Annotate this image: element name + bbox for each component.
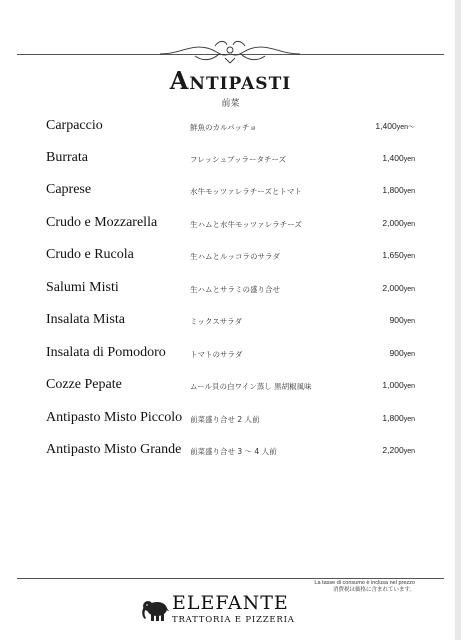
item-description: 生ハムとルッコラのサラダ — [190, 252, 280, 261]
menu-item — [0, 180, 461, 202]
item-price: 1,400yen〜 — [375, 121, 415, 131]
item-price: 1,800yen — [382, 413, 415, 423]
item-price: 2,000yen — [382, 283, 415, 293]
item-description: ムール貝の白ワイン蒸し 黒胡椒風味 — [190, 382, 312, 391]
menu-item — [0, 343, 461, 365]
logo-name: ELEFANTE — [172, 592, 289, 614]
item-name: Salumi Misti — [46, 280, 119, 295]
menu-item — [0, 245, 461, 267]
menu-item — [0, 440, 461, 462]
menu-item — [0, 116, 461, 138]
item-name: Burrata — [46, 150, 88, 165]
item-description: ミックスサラダ — [190, 317, 243, 326]
item-name: Caprese — [46, 182, 92, 197]
item-name: Insalata Mista — [46, 312, 125, 327]
item-price: 1,800yen — [382, 185, 415, 195]
menu-item — [0, 148, 461, 170]
page-title: Antipasti — [169, 66, 292, 95]
item-name: Crudo e Mozzarella — [46, 215, 158, 230]
item-price: 1,000yen — [382, 380, 415, 390]
item-description: 前菜盛り合せ 2 人前 — [190, 415, 260, 424]
item-name: Antipasto Misto Grande — [46, 442, 182, 457]
item-price: 1,650yen — [382, 250, 415, 260]
tax-note-italian: La tasse di consumo è inclusa nel prezzo — [314, 580, 415, 586]
item-description: 生ハムと水牛モッツァレラチーズ — [190, 220, 302, 229]
item-price: 900yen — [389, 315, 415, 325]
menu-item — [0, 213, 461, 235]
menu-item — [0, 278, 461, 300]
menu-item — [0, 310, 461, 332]
item-description: フレッシュブッラータチーズ — [190, 155, 287, 164]
restaurant-logo — [140, 592, 320, 632]
flourish-ornament-icon — [155, 36, 305, 66]
item-price: 1,400yen — [382, 153, 415, 163]
item-name: Antipasto Misto Piccolo — [46, 410, 183, 425]
item-name: Insalata di Pomodoro — [46, 345, 166, 360]
item-description: 前菜盛り合せ 3 〜 4 人前 — [190, 447, 277, 456]
logo-subtitle: TRATTORIA E PIZZERIA — [172, 615, 295, 625]
item-description: 鮮魚のカルパッチョ — [190, 123, 257, 132]
tax-note — [314, 580, 415, 594]
page-subtitle: 前菜 — [221, 99, 240, 109]
item-description: トマトのサラダ — [190, 350, 243, 359]
page-edge — [455, 0, 461, 640]
menu-item — [0, 408, 461, 430]
item-price: 900yen — [389, 348, 415, 358]
item-name: Crudo e Rucola — [46, 247, 134, 262]
item-name: Carpaccio — [46, 118, 103, 133]
item-description: 水牛モッツァレラチーズとトマト — [190, 187, 302, 196]
item-price: 2,000yen — [382, 218, 415, 228]
tax-note-japanese: 消費税は価格に含まれています。 — [332, 587, 415, 593]
item-name: Cozze Pepate — [46, 377, 122, 392]
elephant-icon — [140, 594, 170, 624]
bottom-rule — [17, 578, 444, 579]
item-description: 生ハムとサラミの盛り合せ — [190, 285, 280, 294]
item-price: 2,200yen — [382, 445, 415, 455]
menu-item — [0, 375, 461, 397]
